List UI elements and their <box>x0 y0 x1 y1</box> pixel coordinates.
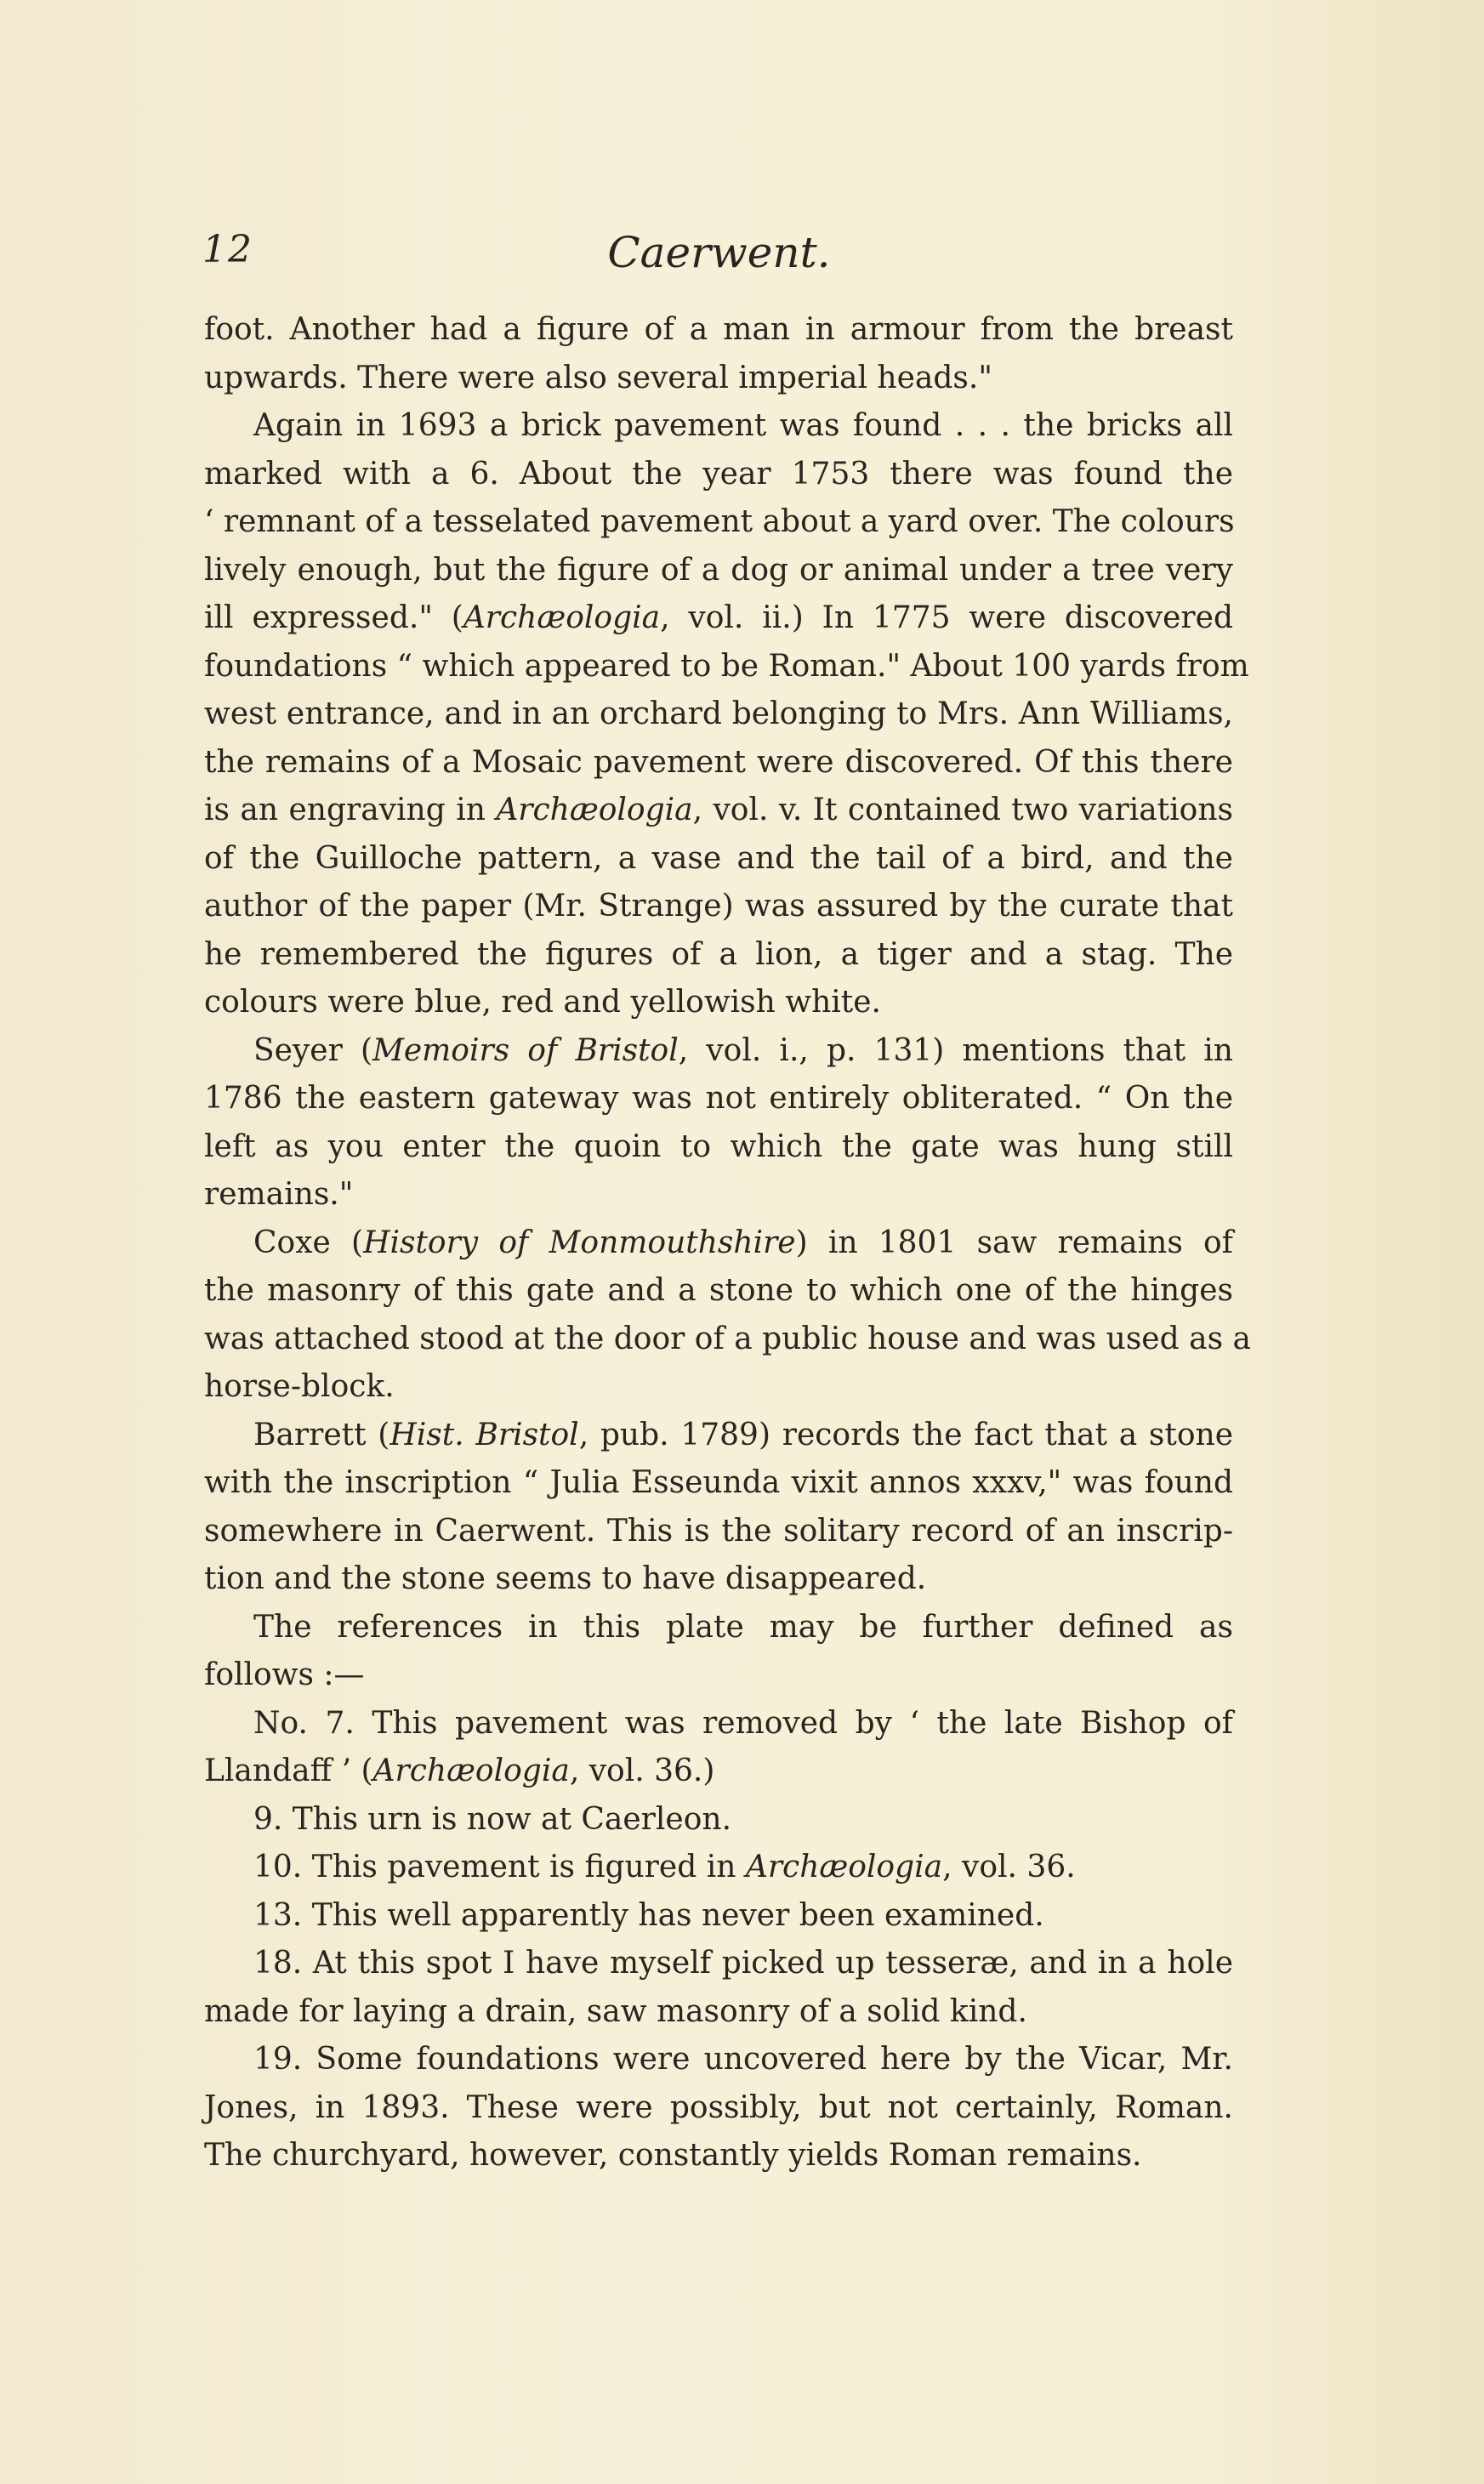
text-line: 1786 the eastern gateway was not entirely obliterated. “ On the <box>204 1081 1233 1116</box>
page-number: 12 <box>202 228 253 271</box>
text-line: colours were blue, red and yellowish white. <box>204 985 881 1020</box>
text-line: ill expressed." (Archæologia, vol. ii.) In 1775 were discovered <box>204 600 1233 635</box>
running-title: Caerwent. <box>607 228 831 277</box>
text-line: Jones, in 1893. These were possibly, but not certainly, Roman. <box>204 2089 1233 2125</box>
text-line: 9. This urn is now at Caerleon. <box>253 1801 732 1837</box>
text-line: upwards. There were also several imperial heads." <box>204 360 992 395</box>
text-line: west entrance, and in an orchard belonging to Mrs. Ann Williams, <box>204 696 1233 731</box>
text-line: the masonry of this gate and a stone to which one of the hinges <box>204 1273 1233 1308</box>
text-line: No. 7. This pavement was removed by ‘ the late Bishop of <box>253 1705 1233 1741</box>
text-line: the remains of a Mosaic pavement were discovered. Of this there <box>204 744 1233 780</box>
text-line: somewhere in Caerwent. This is the solitary record of an inscrip- <box>204 1513 1233 1549</box>
text-line: foundations “ which appeared to be Roman." About 100 yards from <box>204 648 1249 684</box>
text-line: 13. This well apparently has never been examined. <box>253 1897 1044 1933</box>
text-line: horse-block. <box>204 1369 395 1404</box>
text-line: lively enough, but the figure of a dog or animal under a tree very <box>204 552 1233 588</box>
text-line: Seyer (Memoirs of Bristol, vol. i., p. 131) mentions that in <box>253 1032 1233 1068</box>
text-line: was attached stood at the door of a public house and was used as a <box>204 1321 1251 1356</box>
text-line: remains." <box>204 1177 354 1212</box>
text-line: 10. This pavement is figured in Archæologia, vol. 36. <box>253 1850 1076 1884</box>
text-line: is an engraving in Archæologia, vol. v. It contained two variations <box>204 793 1233 827</box>
text-line: The churchyard, however, constantly yields Roman remains. <box>204 2138 1142 2173</box>
text-line: Coxe (History of Monmouthshire) in 1801 saw remains of <box>253 1225 1233 1260</box>
text-line: marked with a 6. About the year 1753 there was found the <box>204 456 1233 492</box>
text-line: ‘ remnant of a tesselated pavement about a yard over. The colours <box>204 504 1235 539</box>
page-header <box>202 228 1236 282</box>
text-line: left as you enter the quoin to which the gate was hung still <box>204 1128 1233 1164</box>
text-line: Llandaff ’ (Archæologia, vol. 36.) <box>204 1754 715 1788</box>
text-line: with the inscription “ Julia Esseunda vixit annos xxxv," was found <box>204 1465 1233 1500</box>
text-line: 18. At this spot I have myself picked up tesseræ, and in a hole <box>253 1946 1233 1981</box>
text-line: he remembered the figures of a lion, a tiger and a stag. The <box>204 936 1233 972</box>
text-line: foot. Another had a figure of a man in armour from the breast <box>204 312 1233 347</box>
text-line: of the Guilloche pattern, a vase and the tail of a bird, and the <box>204 840 1233 876</box>
body-text <box>204 306 1251 2180</box>
text-line: Barrett (Hist. Bristol, pub. 1789) records the fact that a stone <box>253 1417 1234 1452</box>
text-line: 19. Some foundations were uncovered here by the Vicar, Mr. <box>253 2042 1233 2077</box>
text-line: made for laying a drain, saw masonry of a solid kind. <box>204 1993 1027 2029</box>
text-line: The references in this plate may be further defined as <box>253 1609 1233 1645</box>
text-line: author of the paper (Mr. Strange) was assured by the curate that <box>204 889 1233 924</box>
text-line: tion and the stone seems to have disappeared. <box>204 1561 927 1596</box>
text-line: follows :— <box>204 1657 365 1692</box>
text-line: Again in 1693 a brick pavement was found . . . the bricks all <box>253 408 1233 443</box>
